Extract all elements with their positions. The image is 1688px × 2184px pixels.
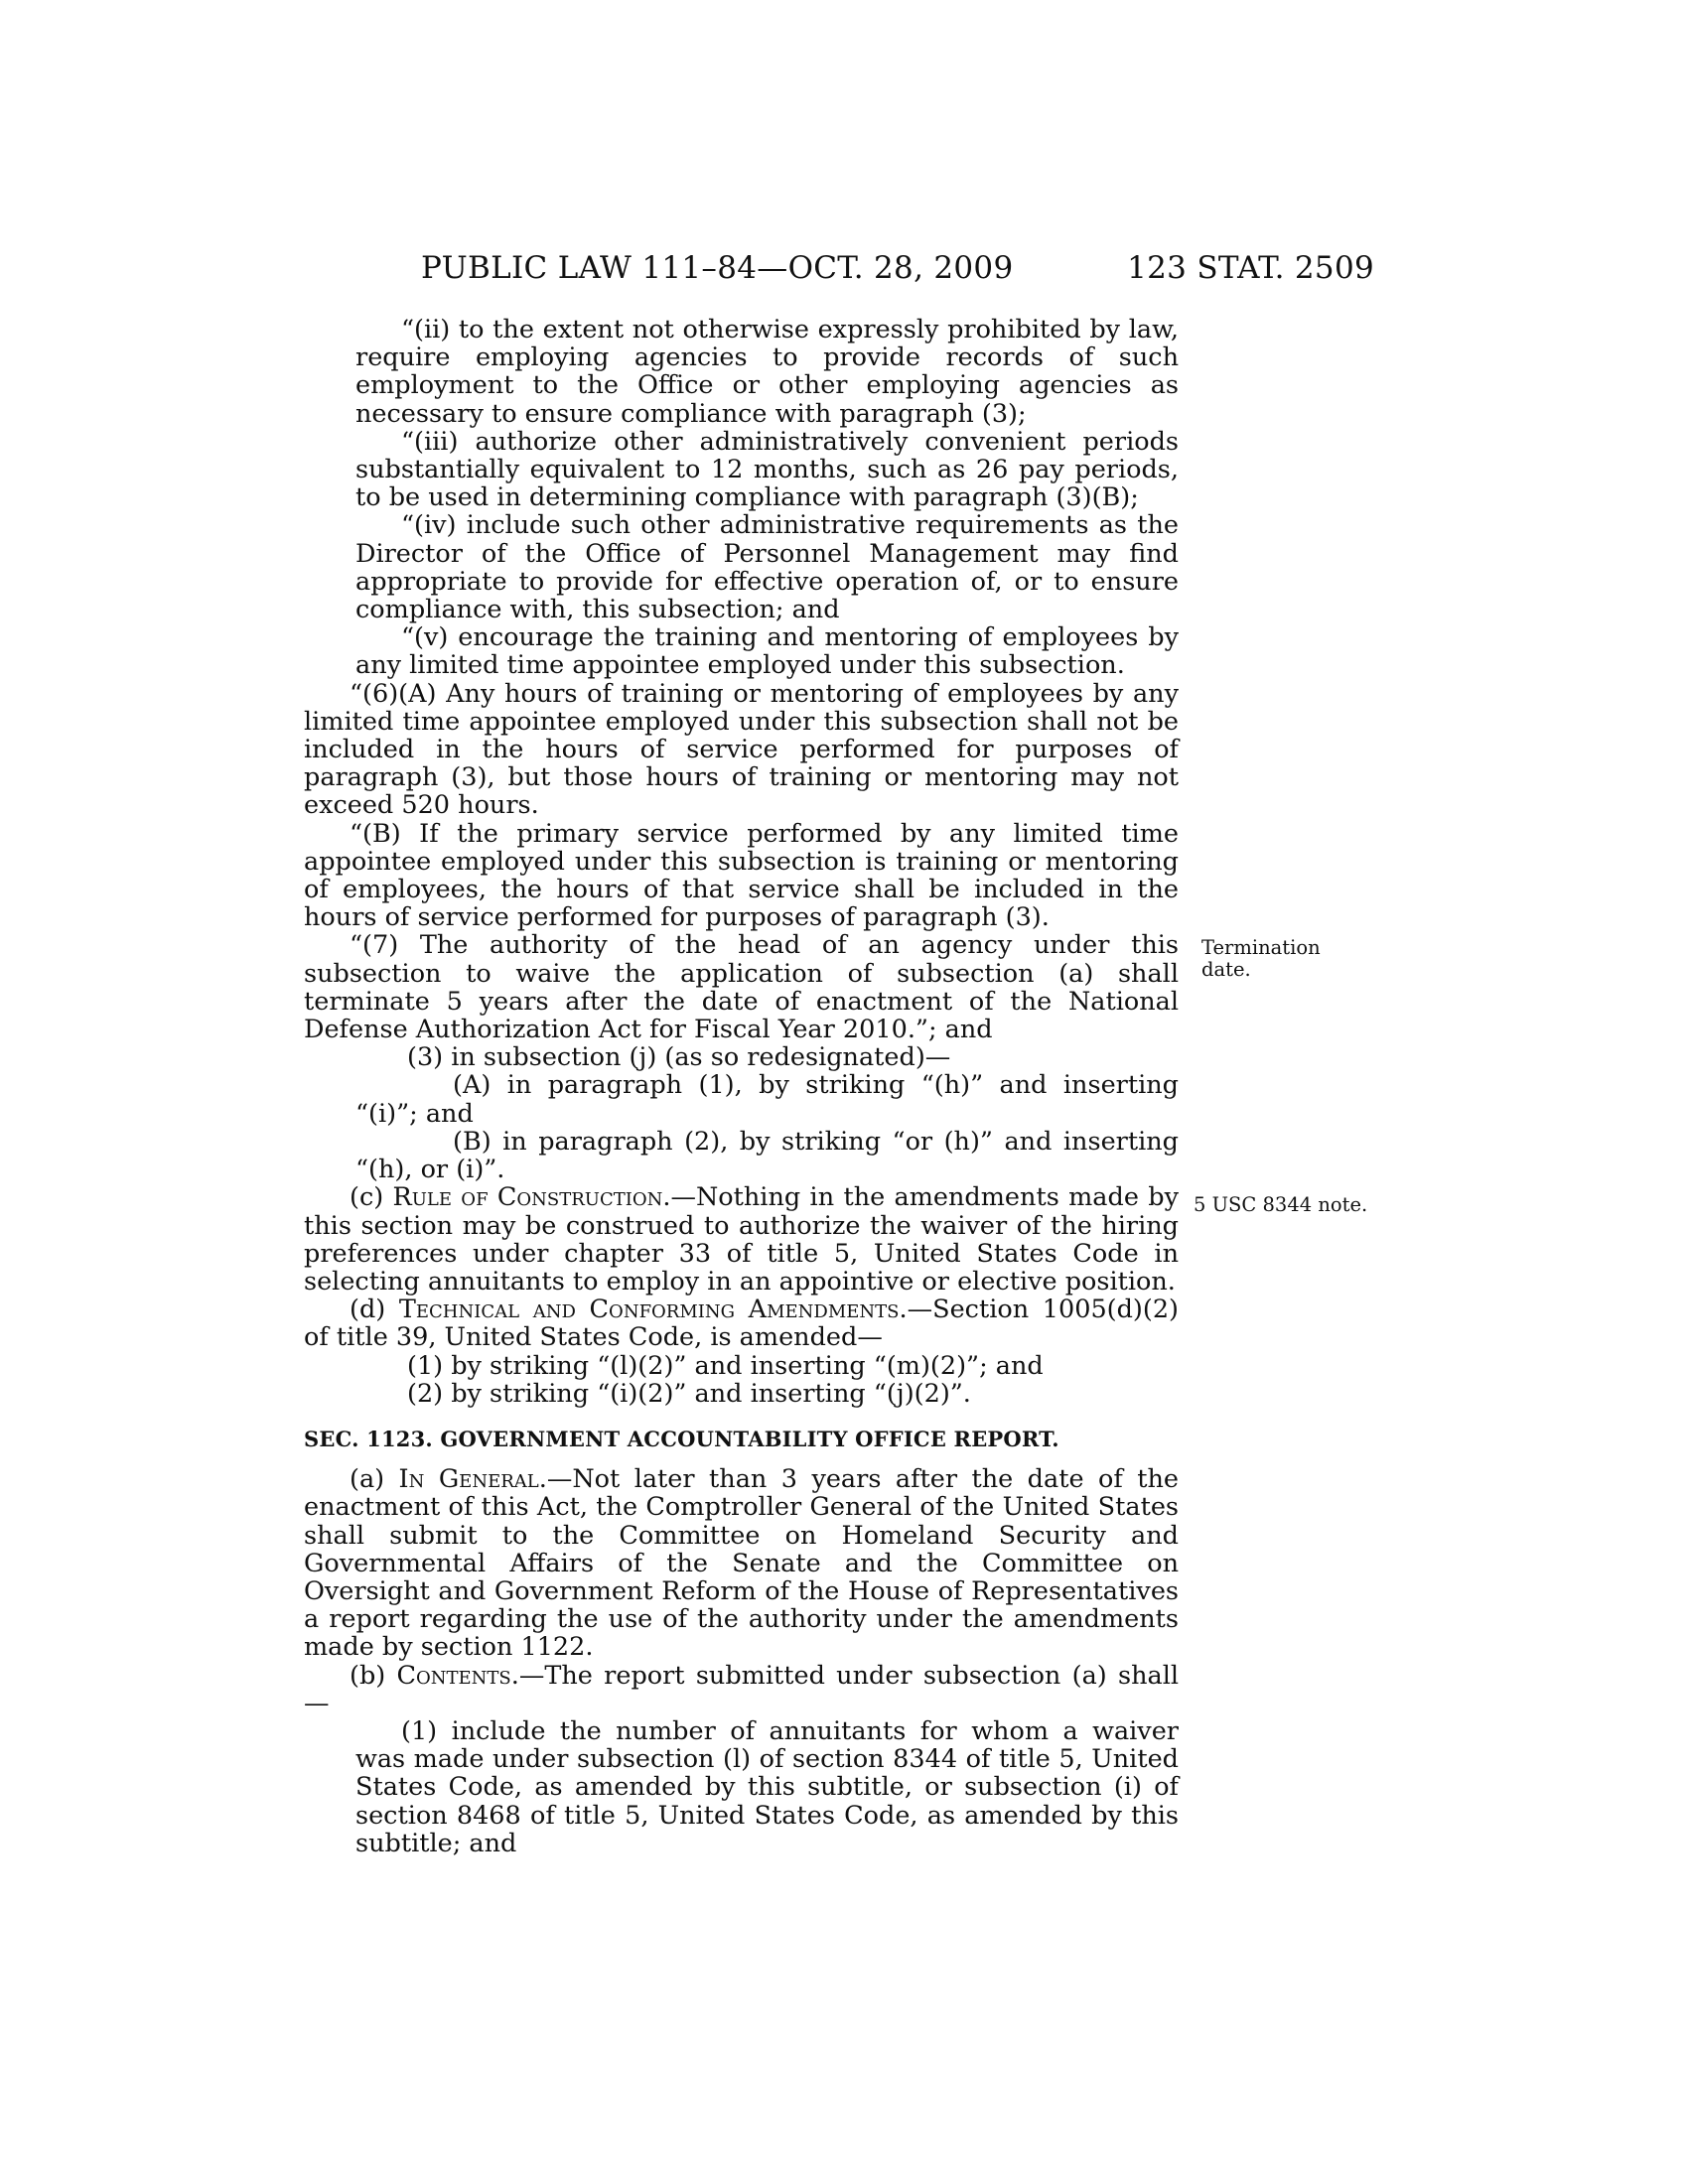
subparagraph-b: (B) in paragraph (2), by striking “or (h)” and inserting “(h), or (i)”.: [355, 1126, 1179, 1185]
paragraph-7: “(7) The authority of the head of an agency under this subsection to waive the application of subsection (a) shall terminate 5 years after the date of enactment of the National Defense Authorization Act for Fiscal Year 2010.”; and: [304, 930, 1179, 1045]
subsection-a-label: (a): [350, 1464, 399, 1495]
statute-body: [304, 316, 1179, 1857]
subsection-a-text: .—Not later than 3 years after the date of the enactment of this Act, the Comptroller General of the United States shall submit to the Committee on Homeland Security and Governmental Affairs of the Senate and the Committee on Oversight and Government Reform of the House of Representatives a report regarding the use of the authority under the amendments made by section 1122.: [304, 1464, 1179, 1663]
clause-iii: “(iii) authorize other administratively convenient periods substantially equivalent to 12 months, such as 26 pay periods, to be used in determining compliance with paragraph (3)(B);: [355, 426, 1179, 513]
section-1123-heading: SEC. 1123. GOVERNMENT ACCOUNTABILITY OFFICE REPORT.: [304, 1426, 1059, 1451]
subsection-d-heading: Technical and Conforming Amendments: [398, 1295, 900, 1325]
subsection-d-text: .—Section 1005(d)(2) of title 39, United States Code, is amended—: [304, 1295, 1180, 1353]
subsection-b-heading: Contents: [396, 1660, 511, 1691]
margin-note-usc-citation: 5 USC 8344 note.: [1194, 1193, 1368, 1216]
clause-ii: “(ii) to the extent not otherwise expressly prohibited by law, require employing agencies to provide records of such employment to the Office or other employing agencies as necessary to ensure compliance with paragraph (3);: [355, 315, 1179, 429]
subsection-c-text: .—Nothing in the amendments made by this section may be construed to authorize the waiver of the hiring preferences under chapter 33 of title 5, United States Code in selecting annuitants to employ in an appointive or elective position.: [304, 1182, 1179, 1297]
subsection-d-item-1: (1) by striking “(l)(2)” and inserting “(m)(2)”; and: [407, 1350, 1044, 1381]
subparagraph-a: (A) in paragraph (1), by striking “(h)” and inserting “(i)”; and: [355, 1070, 1179, 1129]
margin-note-termination-date: Termination date.: [1201, 936, 1321, 981]
subsection-d-label: (d): [350, 1295, 399, 1325]
public-law-citation: PUBLIC LAW 111–84—OCT. 28, 2009: [421, 250, 1014, 286]
paragraph-6b: “(B) If the primary service performed by any limited time appointee employed under this subsection is training or mentoring of employees, the hours of that service shall be included in the hours of service performed for purposes of paragraph (3).: [304, 818, 1179, 933]
subsection-b-text: .—The report submitted under subsection (a) shall—: [304, 1660, 1180, 1718]
paragraph-3-redesignated: (3) in subsection (j) (as so redesignated)—: [407, 1042, 951, 1073]
paragraph-6a: “(6)(A) Any hours of training or mentoring of employees by any limited time appointee employed under this subsection shall not be included in the hours of service performed for purposes of paragraph (3), but those hours of training or mentoring may not exceed 520 hours.: [304, 678, 1179, 821]
clause-iv: “(iv) include such other administrative requirements as the Director of the Office of Personnel Management may find appropriate to provide for effective operation of, or to ensure compliance with, this subsection; and: [355, 510, 1179, 625]
subsection-b: [304, 1662, 1179, 1717]
clause-v: “(v) encourage the training and mentoring of employees by any limited time appointee employed under this subsection.: [355, 622, 1179, 681]
subsection-a-heading: In General: [398, 1464, 539, 1495]
subsection-c-heading: Rule of Construction: [392, 1182, 663, 1213]
subsection-b-item-1: (1) include the number of annuitants for whom a waiver was made under subsection (l) of section 8344 of title 5, United States Code, as amended by this subtitle, or subsection (i) of section 8468 of title 5, United States Code, as amended by this subtitle; and: [355, 1715, 1179, 1858]
statute-page-number: 123 STAT. 2509: [1127, 250, 1374, 286]
subsection-c-label: (c): [350, 1182, 393, 1213]
subsection-a: [304, 1465, 1179, 1661]
subsection-d: [304, 1296, 1179, 1351]
running-header: [421, 248, 1374, 288]
subsection-c: [304, 1183, 1179, 1296]
subsection-d-item-2: (2) by striking “(i)(2)” and inserting “(j)(2)”.: [407, 1378, 971, 1409]
subsection-b-label: (b): [350, 1660, 397, 1691]
